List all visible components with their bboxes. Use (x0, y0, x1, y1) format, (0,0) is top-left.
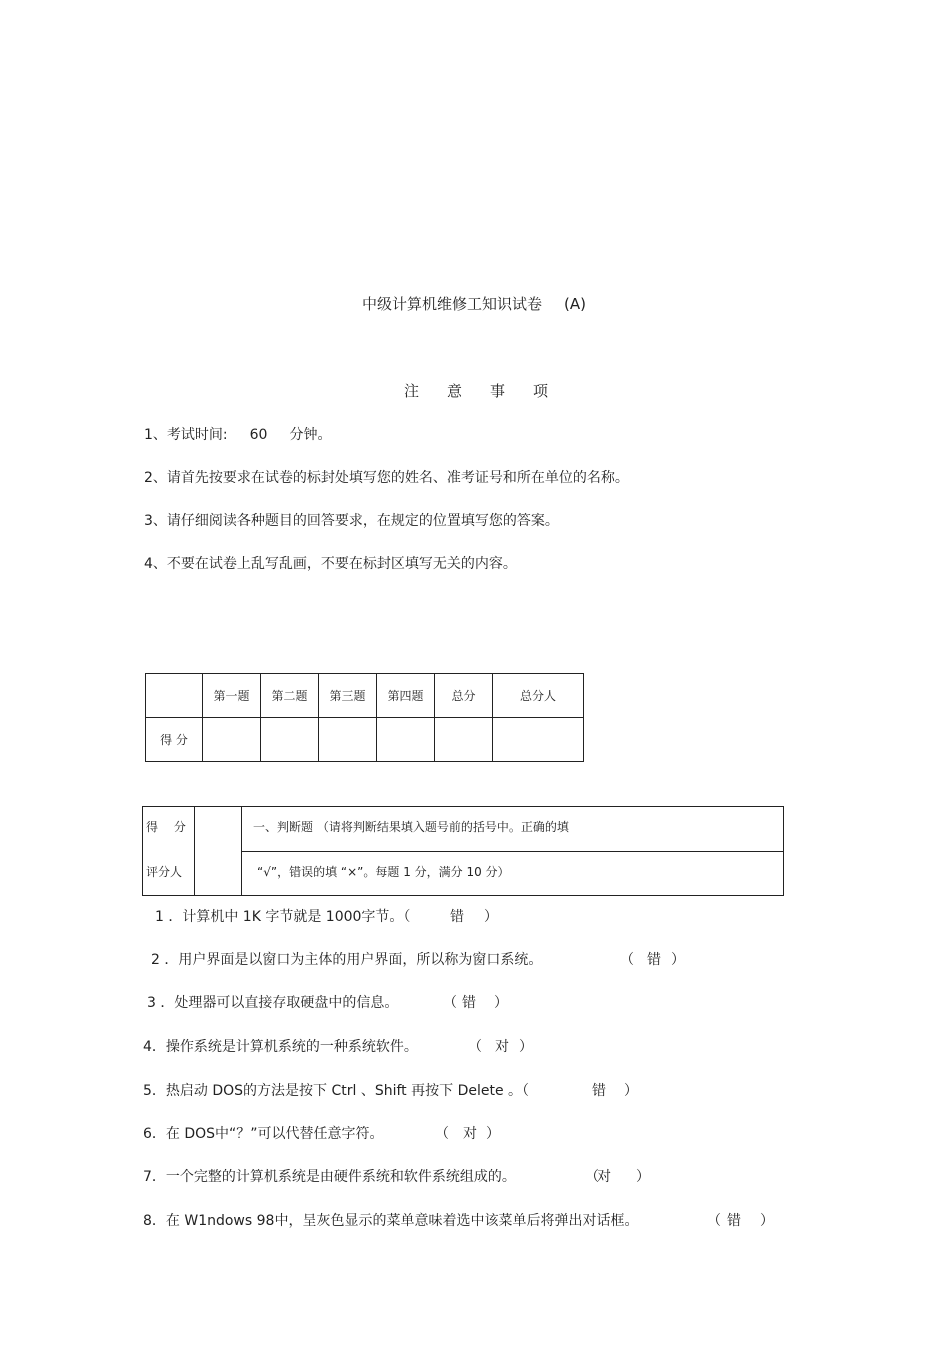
question-8-close-paren: ） (760, 1213, 774, 1229)
question-3-open-paren: （ (443, 995, 457, 1011)
score-header-q4: 第四题 (377, 674, 435, 718)
notice-item-3: 3、请仔细阅读各种题目的回答要求，在规定的位置填写您的答案。 (144, 513, 559, 529)
question-4-open-paren: （ (468, 1039, 482, 1055)
score-cell-q2[interactable] (261, 718, 319, 762)
section1-score-label: 得 分 (146, 820, 186, 834)
question-2-answer: 错 (647, 952, 661, 968)
section1-header-box (142, 806, 784, 896)
page-title (362, 293, 586, 314)
section1-instruction-line1: 一、判断题 （请将判断结果填入题号前的括号中。正确的填 (253, 820, 569, 834)
score-cell-q1[interactable] (203, 718, 261, 762)
question-7-text: 7．一个完整的计算机系统是由硬件系统和软件系统组成的。 (143, 1169, 516, 1185)
score-header-q3: 第三题 (319, 674, 377, 718)
question-1-answer: 错 (450, 909, 464, 925)
score-header-grader: 总分人 (493, 674, 584, 718)
question-2-open-paren: （ (620, 952, 634, 968)
notice-item-1-value: 60 (249, 427, 268, 443)
score-table (145, 673, 584, 762)
notice-item-2: 2、请首先按要求在试卷的标封处填写您的姓名、准考证号和所在单位的名称。 (144, 470, 629, 486)
score-cell-q4[interactable] (377, 718, 435, 762)
notice-item-1-unit: 分钟。 (289, 427, 332, 443)
title-main: 中级计算机维修工知识试卷 (362, 295, 543, 313)
question-6-text: 6．在 DOS中“？”可以代替任意字符。 (143, 1126, 384, 1142)
question-5-text: 5．热启动 DOS的方法是按下 Ctrl 、Shift 再按下 Delete 。（ (143, 1083, 530, 1099)
question-8-text: 8．在 W1ndows 98中，呈灰色显示的菜单意味着选中该菜单后将弹出对话框。 (143, 1213, 639, 1229)
question-4-answer: 对 (495, 1039, 509, 1055)
question-2-text: 2 ．用户界面是以窗口为主体的用户界面，所以称为窗口系统。 (151, 952, 543, 968)
question-8-answer: 错 (727, 1213, 741, 1229)
score-cell-grader[interactable] (493, 718, 584, 762)
question-7-open-paren: （ (585, 1169, 599, 1185)
question-6-close-paren: ） (486, 1126, 500, 1142)
question-7-close-paren: ） (636, 1169, 650, 1185)
question-3-close-paren: ） (494, 995, 508, 1011)
score-table-score-row (146, 718, 584, 762)
notice-item-1-label: 1、考试时间: (144, 427, 228, 443)
divider (194, 807, 195, 895)
score-row-label: 得 分 (146, 718, 203, 762)
question-6-open-paren: （ (435, 1126, 449, 1142)
score-table-header-row (146, 674, 584, 718)
question-4-text: 4．操作系统是计算机系统的一种系统软件。 (143, 1039, 418, 1055)
divider (241, 851, 783, 852)
question-2-close-paren: ） (671, 952, 685, 968)
question-1 (155, 906, 410, 926)
score-header-total: 总分 (435, 674, 493, 718)
score-header-q1: 第一题 (203, 674, 261, 718)
question-6-answer: 对 (463, 1126, 477, 1142)
question-3-text: 3 ．处理器可以直接存取硬盘中的信息。 (147, 995, 399, 1011)
section1-instruction-line2: “√”，错误的填 “×”。每题 1 分，满分 10 分） (257, 865, 510, 879)
notice-item-4: 4、不要在试卷上乱写乱画，不要在标封区填写无关的内容。 (144, 556, 517, 572)
section1-grader-label: 评分人 (146, 865, 183, 879)
question-7-answer: 对 (597, 1169, 611, 1185)
question-3-answer: 错 (462, 995, 476, 1011)
title-suffix: (A) (564, 295, 586, 313)
question-8-open-paren: （ (707, 1213, 721, 1229)
question-1-close-paren: ） (484, 909, 498, 925)
question-1-text: 1 ．计算机中 1K 字节就是 1000字节。（ (155, 909, 411, 925)
notice-item-1 (144, 424, 331, 444)
score-cell-q3[interactable] (319, 718, 377, 762)
score-cell-total[interactable] (435, 718, 493, 762)
question-5-close-paren: ） (624, 1083, 638, 1099)
score-table-corner (146, 674, 203, 718)
notice-heading: 注意事项 (404, 382, 577, 400)
score-header-q2: 第二题 (261, 674, 319, 718)
question-5-answer: 错 (592, 1083, 606, 1099)
question-4-close-paren: ） (519, 1039, 533, 1055)
